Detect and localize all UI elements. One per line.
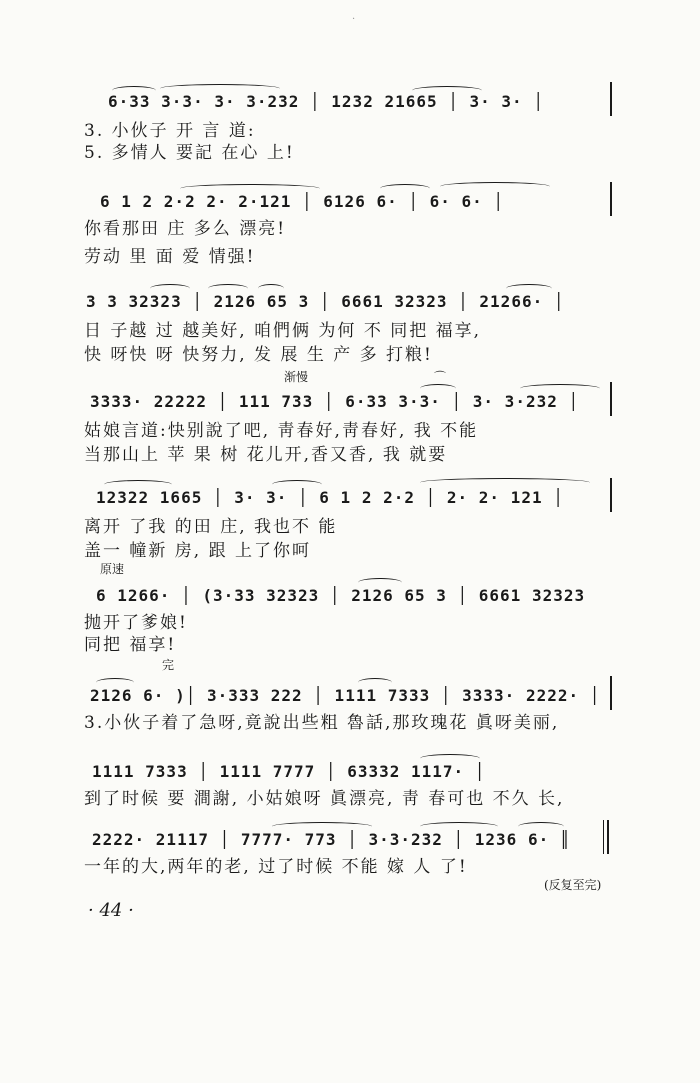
lyric-line-1: 抛开了爹娘! (84, 613, 188, 633)
lyric-line-2: 快 呀快 呀 快努力, 发 展 生 产 多 打粮! (84, 345, 433, 365)
notation-line: 6 1266· │ (3·33 32323 │ 2126 65 3 │ 6661 32323 (96, 586, 586, 605)
notation-line: 12322 1665 │ 3· 3· │ 6 1 2 2·2 │ 2· 2· 121 │ (96, 488, 564, 507)
lyric-line-2: 当那山上 苹 果 树 花儿开,香又香, 我 就要 (84, 445, 448, 465)
lyric-line-1: 姑娘言道:快别說了吧, 靑春好,靑春好, 我 不能 (84, 421, 479, 441)
lyric-line-2: 5. 多情人 要記 在心 上! (84, 143, 295, 163)
tie (420, 478, 590, 487)
page-number: · 44 · (88, 900, 134, 921)
tempo-marking-ritardando: 渐慢 (284, 370, 309, 384)
barline (610, 82, 612, 116)
speck: · (352, 14, 356, 25)
lyric-line-1: 到了时候 要 澗謝, 小姑娘呀 眞漂亮, 靑 春可也 不久 长, (84, 789, 565, 809)
lyric-line-2: 盖一 幢新 房, 跟 上了你呵 (84, 541, 312, 561)
barline (610, 382, 612, 416)
notation-line: 2126 6· )│ 3·333 222 │ 1111 7333 │ 3333· 2222· │ (90, 686, 601, 705)
notation-line: 3333· 22222 │ 111 733 │ 6·33 3·3· │ 3· 3·232 │ (90, 392, 580, 411)
tie (440, 182, 550, 191)
final-barline-thin (603, 820, 604, 854)
tempo-marking-original: 原速 (100, 562, 125, 576)
notation-line: 6 1 2 2·2 2· 2·121 │ 6126 6· │ 6· 6· │ (100, 192, 505, 211)
lyric-line-1: 一年的大,两年的老, 过了时候 不能 嫁 人 了! (84, 857, 468, 877)
repeat-instruction: (反复至完) (544, 878, 602, 892)
notation-line: 3 3 32323 │ 2126 65 3 │ 6661 32323 │ 21266· │ (86, 292, 565, 311)
barline (610, 182, 612, 216)
notation-line: 6·33 3·3· 3· 3·232 │ 1232 21665 │ 3· 3· │ (108, 92, 544, 111)
lyric-line-1: 3.小伙子着了急呀,竟說出些粗 魯話,那玫瑰花 眞呀美丽, (84, 713, 560, 733)
barline (610, 676, 612, 710)
lyric-line-2: 劳动 里 面 爱 情强! (84, 247, 256, 267)
lyric-line-1: 离开 了我 的田 庄, 我也不 能 (84, 517, 338, 537)
final-barline (607, 820, 609, 854)
lyric-line-1: 日 子越 过 越美好, 咱們俩 为何 不 同把 福享, (84, 321, 482, 341)
notation-line: 2222· 21117 │ 7777· 773 │ 3·3·232 │ 1236 6· ║ (92, 830, 571, 849)
lyric-line-1: 你看那田 庄 多么 漂亮! (84, 219, 287, 239)
lyric-line-1: 3. 小伙子 开 言 道: (84, 121, 256, 141)
lyric-line-2: 同把 福享! (84, 635, 177, 655)
notation-line: 1111 7333 │ 1111 7777 │ 63332 1117· │ (92, 762, 486, 781)
fermata-icon: ⌒ (434, 370, 447, 384)
end-marking: 完 (162, 658, 175, 672)
barline (610, 478, 612, 512)
